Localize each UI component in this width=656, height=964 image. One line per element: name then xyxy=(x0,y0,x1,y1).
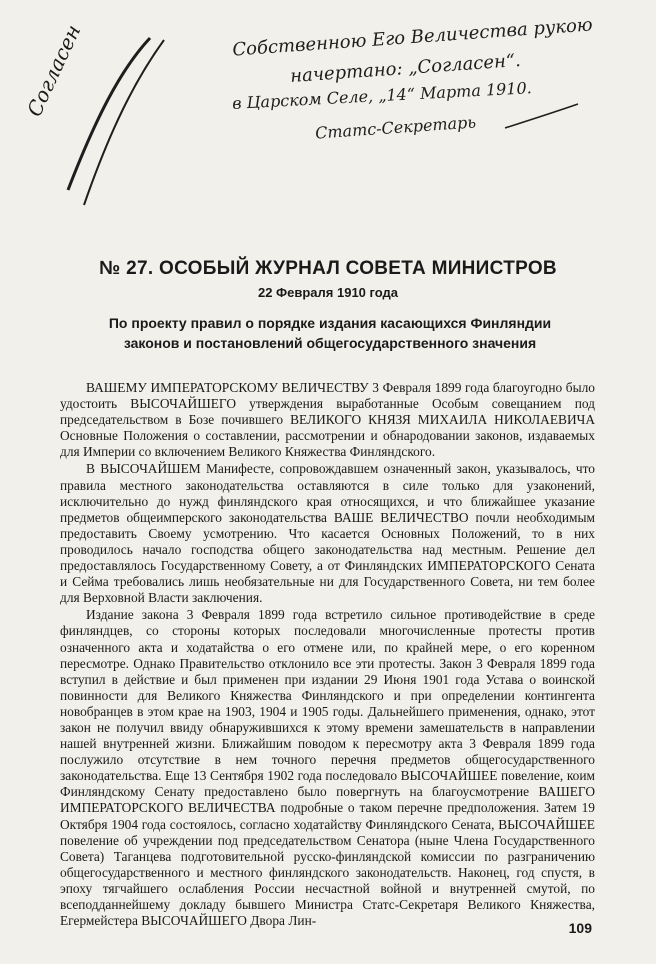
imperial-signature: Согласен xyxy=(22,20,86,121)
page-number: 109 xyxy=(568,920,592,936)
annotation-line-4: Статс-Секретарь xyxy=(314,112,477,143)
document-title: № 27. ОСОБЫЙ ЖУРНАЛ СОВЕТА МИНИСТРОВ xyxy=(99,258,557,279)
paragraph-3: Издание закона 3 Февраля 1899 года встретило сильное противодействие в среде финляндцев, со стороны которых последовали многочисленные протесты против означенного акта и ходатайства о его отмене или, по крайней мере, о его коренном пересмотре. Однако Правительство отклонило все эти протесты. Закон 3 Февраля 1899 года вступил в действие и был применен при издании 29 Июня 1901 года Устава о воинской повинности для Великого Княжества Финляндского и при определении контингента новобранцев в этом крае на 1903, 1904 и 1905 годы. Дальнейшего применения, однако, этот закон не получил ввиду обнаружившихся к этому времени замешательств в направлении нашей внутренней жизни. Ближайшим поводом к пересмотру акта 3 Февраля 1899 года послужило отсутствие в нем точного перечня предметов общегосударственного законодательства. Еще 13 Сентября 1902 года последовало ВЫСОЧАЙШЕЕ повеление, коим Финляндскому Сенату предоставлено было повергнуть на благоусмотрение ВАШЕГО ИМПЕРАТОРСКОГО ВЕЛИЧЕСТВА подробные о таком перечне предположения. Затем 19 Октября 1904 года состоялось, согласно ходатайству Финляндского Сената, ВЫСОЧАЙШЕЕ повеление об учреждении под председательством Сенатора (ныне Члена Государственного Совета) Таганцева подготовительной русско-финляндской комиссии по разграничению общегосударственного и местного финляндского законодательств. Наконец, год спустя, в эпоху тягчайшего ослабления России несчастной войной и внутренней смутой, по всеподданнейшему докладу бывшего Министра Статс-Секретаря Великого Княжества, Егермейстера ВЫСОЧАЙШЕГО Двора Лин- xyxy=(60,607,595,929)
annotation-line-1: Собственною Его Величества рукою xyxy=(231,14,594,61)
subtitle-line-1: По проекту правил о порядке издания касающихся Финляндии xyxy=(108,315,552,331)
paragraph-2: В ВЫСОЧАЙШЕМ Манифесте, сопровождавшем означенный закон, указывалось, что правила местного законодательства оставляются в силе только для узаконений, исключительно до нужд финляндского края относящихся, и что ближайшее указание предметов общеимперского законодательства ВАШЕ ВЕЛИЧЕСТВО почли необходимым предоставить Своему усмотрению. Что касается Основных Положений, то в них проводилось начало господства общего законодательства над местным. Решение дел предоставлялось Государственному Совету, а от Финляндских ИМПЕРАТОРСКОГО Сената и Сейма требовались лишь необязательные ни для Государственного Совета, ни тем более для Верховной Власти заключения. xyxy=(60,461,595,606)
handwritten-annotation xyxy=(0,0,656,200)
document-body xyxy=(60,380,595,929)
paragraph-1: ВАШЕМУ ИМПЕРАТОРСКОМУ ВЕЛИЧЕСТВУ 3 Февраля 1899 года благоугодно было удостоить ВЫСОЧАЙШЕГО утверждения выработанные Особым совещанием под председательством в Бозе почившего ВЕЛИКОГО КНЯЗЯ МИХАИЛА НИКОЛАЕВИЧА Основные Положения о составлении, рассмотрении и обнародовании законов, издаваемых для Империи со включением Великого Княжества Финляндского. xyxy=(60,380,595,460)
document-date: 22 Февраля 1910 года xyxy=(257,285,399,300)
annotation-line-2: начертано: „Согласен“. xyxy=(289,49,522,88)
document-subtitle xyxy=(80,313,580,353)
annotation-line-3: в Царском Селе, „14“ Марта 1910. xyxy=(231,78,533,113)
subtitle-line-2: законов и постановлений общегосударственного значения xyxy=(123,335,537,351)
